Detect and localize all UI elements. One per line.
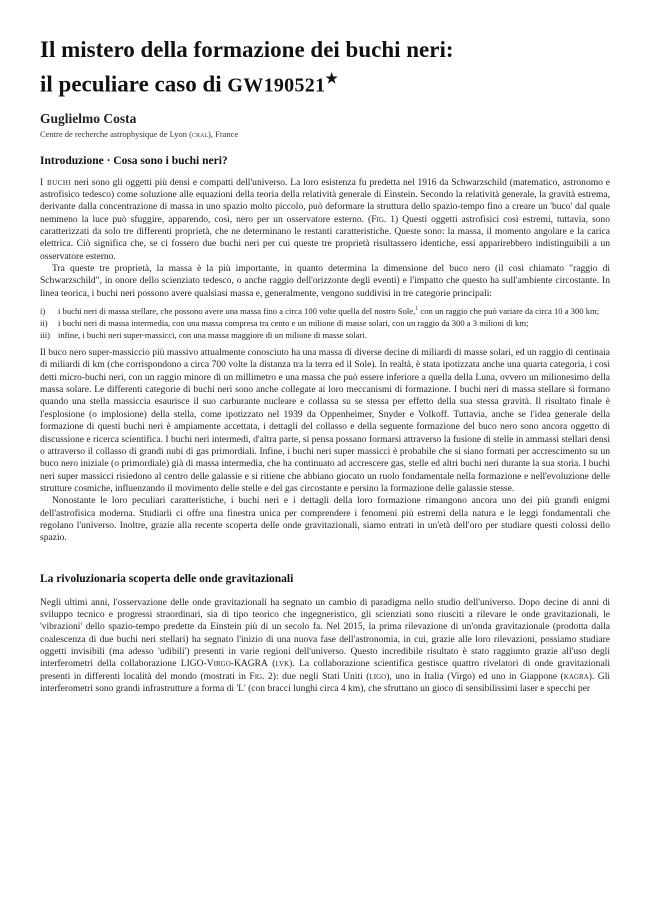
author-affiliation: Centre de recherche astrophysique de Lyon (cral), France: [40, 128, 239, 139]
footnote-marker: 1: [415, 306, 419, 313]
paragraph: Il buco nero super-massiccio più massivo attualmente conosciuto ha una massa di diverse decine di miliardi di masse solari, ed un raggio di centinaia di miliardi di km (che corrispondono a circa 700 volte la distanza tra la terra ed il Sole). In realtà, è stata ipotizzata anche una quarta categoria, i così detti micro-buchi neri, con un raggio minore di un millimetro e una massa che può essere inferiore a quella della Luna, ovvero un milionesimo della massa solare. Le differenti categorie di buchi neri sono anche collegate ai loro meccanismi di formazione. I buchi neri di massa stellare si formano quando una stella massiccia esaurisce il suo carburante nucleare e collassa su se stessa per effetto della sua stessa gravità. Il risultato finale è l'esplosione (o implosione) della stella, come ipotizzato nel 1939 da Oppenheimer, Snyder e Volkoff. Tuttavia, anche se l'idea generale della formazione di questi buchi neri è ampiamente accettata, i dettagli del collasso e della seguente formazione del buco nero sono ancora oggetto di discussione e ricerca scientifica. I buchi neri intermedi, d'altra parte, si pensa possano formarsi attraverso la fusione di stelle in ammassi stellari densi o attraverso il collasso di grandi nubi di gas primordiali. Infine, i buchi neri super massicci è probabile che si siano formati per accrescimento su un buco nero iniziale (o primordiale) già di massa intermedia, che ha continuato ad accrescere gas, stelle ed altri buchi neri durante la sua storia. I buchi neri super massicci risiedono al centro delle galassie e si ritiene che abbiano giocato un ruolo fondamentale nella formazione e nell'evoluzione delle strutture cosmiche, influenzando il movimento delle stelle e del gas circostante e persino la formazione delle galassie stesse.: [40, 347, 610, 494]
intro-body: [40, 177, 610, 545]
drop-word: I buchi: [40, 176, 72, 188]
list-marker: ii): [40, 318, 48, 329]
list-item: ii) i buchi neri di massa intermedia, con una massa compresa tra cento e un milione di masse solari, con un raggio da 300 a 3 milioni di km;: [40, 318, 529, 329]
paper-title: [40, 0, 610, 101]
paragraph: Negli ultimi anni, l'osservazione delle onde gravitazionali ha segnato un cambio di paradigma nello studio dell'universo. Dopo decine di anni di sviluppo tecnico e progressi straordinari, sia di tipo teorico che ingegneristico, gli scienziati sono riusciti a rilevare le onde gravitazionali, le 'vibrazioni' dello spazio-tempo predette da Einstein più di un secolo fa. Nel 2015, la prima rilevazione di un'onda gravitazionale (prodotta dalla coalescenza di due buchi neri stellari) ha segnato l'inizio di una nuova fase dell'astronomia, in cui, grazie alle loro rilevazioni, possiamo studiare oggetti invisibili (ma adesso 'udibili') presenti in varie regioni dell'universo. Questo incredibile risultato è stato raggiunto grazie all'uso degli interferometri della collaborazione LIGO-Virgo-KAGRA (lvk). La collaborazione scientifica gestisce quattro rivelatori di onde gravitazionali presenti in differenti località del mondo (mostrati in Fig. 2): due negli Stati Uniti (ligo), uno in Italia (Virgo) ed uno in Giappone (kagra). Gli interferometri sono grandi infrastrutture a forma di 'L' (con bracci lunghi circa 4 km), che sfruttano un gioco di sensibilissimi laser e specchi per: [40, 596, 610, 694]
gw-body: [40, 597, 610, 696]
list-marker: i): [40, 306, 46, 317]
title-line-1: Il mistero della formazione dei buchi neri:: [40, 37, 454, 62]
author-name: Guglielmo Costa: [40, 110, 137, 126]
collaboration-acronym: lvk: [275, 658, 290, 670]
event-name: GW190521: [227, 74, 326, 97]
collaboration-name: LIGO-Virgo-KAGRA: [180, 658, 268, 670]
black-hole-categories-list: [40, 306, 610, 341]
ligo-acronym: ligo: [369, 670, 387, 682]
section-heading-intro: Introduzione · Cosa sono i buchi neri?: [40, 154, 228, 167]
paragraph: Tra queste tre proprietà, la massa è la più importante, in quanto determina la dimensione del buco nero (il così chiamato "raggio di Schwarzschild", in onore dello scienziato tedesco, o anche raggio dell'orizzonte degli eventi) e l'impatto che questo ha sull'ambiente circostante. In linea teorica, i buchi neri possono avere qualsiasi massa e, generalmente, vengono suddivisi in tre categorie principali:: [40, 263, 610, 299]
affiliation-acronym: cral: [192, 128, 209, 139]
title-line-2-prefix: il peculiare caso di: [40, 71, 228, 97]
paragraph: Nonostante le loro peculiari caratteristiche, i buchi neri e i dettagli della loro formazione rimangono ancora uno dei più grandi enigmi dell'astrofisica moderna. Studiarli ci offre una finestra unica per comprendere i fenomeni più estremi della natura e le leggi fondamentali che regolano l'universo. Inoltre, grazie alla recente scoperta delle onde gravitazionali, siamo entrati in un'età dell'oro per studiare questi colossi dello spazio.: [40, 495, 610, 544]
figure-reference: Fig. 2: [249, 670, 273, 682]
list-item: i) i buchi neri di massa stellare, che possono avere una massa fino a circa 100 volte quella del nostro Sole,$^1$ con un raggio che può variare da circa 10 a 300 km;: [40, 306, 600, 317]
figure-reference: Fig. 1: [371, 213, 396, 225]
kagra-acronym: kagra: [563, 670, 589, 682]
list-item: iii) infine, i buchi neri super-massicci, con una massa maggiore di un milione di masse solari.: [40, 330, 367, 341]
list-marker: iii): [40, 330, 51, 341]
paragraph: I buchi neri sono gli oggetti più densi e compatti dell'universo. La loro esistenza fu predetta nel 1916 da Schwarzschild (matematico, astronomo e astrofisico tedesco) come soluzione alle equazioni della teoria della relatività generale di Einstein. Secondo la relatività generale, la gravità estrema, derivante dalla concentrazione di massa in uno spazio molto piccolo, può deformare la struttura dello spazio-tempo fino a creare un 'buco' dal quale nemmeno la luce può sfuggire, apparendo, così, nero per un osservatore esterno. (Fig. 1) Questi oggetti astrofisici così estremi, tuttavia, sono caratterizzati da solo tre differenti proprietà, che ne determinano le restanti caratteristiche. Queste sono: la massa, il momento angolare e la carica elettrica. Ciò significa che, se ci fossero due buchi neri per cui queste tre proprietà risultassero identiche, essi apparirebbero indistinguibili a un osservatore esterno.: [40, 176, 610, 262]
section-heading-gravitational-waves: La rivoluzionaria scoperta delle onde gravitazionali: [40, 572, 294, 585]
title-footnote-star: ★: [325, 72, 338, 87]
